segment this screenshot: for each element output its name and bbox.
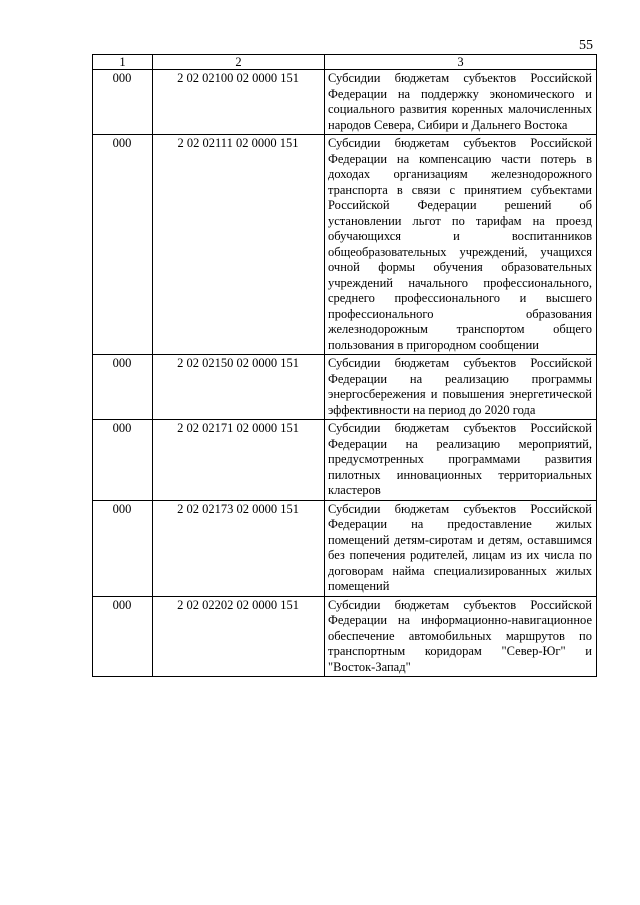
table-row (93, 135, 597, 355)
table-header-row (93, 55, 597, 70)
table-row (93, 596, 597, 677)
income-code-cell: 2 02 02171 02 0000 151 (153, 420, 325, 501)
admin-code-cell: 000 (93, 596, 153, 677)
description-cell: Субсидии бюджетам субъектов Российской Федерации на информационно-навигационное обеспечение автомобильных маршрутов по транспортным коридорам "Север-Юг" и "Восток-Запад" (325, 596, 597, 677)
admin-code-cell: 000 (93, 500, 153, 596)
page-number: 55 (579, 38, 593, 53)
admin-code-cell: 000 (93, 70, 153, 135)
table-row (93, 420, 597, 501)
income-code-cell: 2 02 02202 02 0000 151 (153, 596, 325, 677)
income-code-cell: 2 02 02173 02 0000 151 (153, 500, 325, 596)
description-cell: Субсидии бюджетам субъектов Российской Федерации на предоставление жилых помещений детям-сиротам и детям, оставшимся без попечения родителей, лицам из их числа по договорам найма специализированных жилых помещений (325, 500, 597, 596)
description-cell: Субсидии бюджетам субъектов Российской Федерации на компенсацию части потерь в доходах организациям железнодорожного транспорта в связи с принятием субъектами Российской Федерации решений об установлении льгот по тарифам на проезд обучающихся и воспитанников общеобразовательных учреждений, учащихся очной формы обучения образовательных учреждений начального профессионального, среднего профессионального и высшего профессионального образования железнодорожным транспортом общего пользования в пригородном сообщении (325, 135, 597, 355)
table-row (93, 500, 597, 596)
description-cell: Субсидии бюджетам субъектов Российской Федерации на реализацию программы энергосбережения и повышения энергетической эффективности на период до 2020 года (325, 355, 597, 420)
income-code-cell: 2 02 02100 02 0000 151 (153, 70, 325, 135)
column-header-2: 2 (153, 55, 325, 70)
description-cell: Субсидии бюджетам субъектов Российской Федерации на поддержку экономического и социального развития коренных малочисленных народов Севера, Сибири и Дальнего Востока (325, 70, 597, 135)
admin-code-cell: 000 (93, 135, 153, 355)
admin-code-cell: 000 (93, 355, 153, 420)
description-cell: Субсидии бюджетам субъектов Российской Федерации на реализацию мероприятий, предусмотренных программами развития пилотных инновационных территориальных кластеров (325, 420, 597, 501)
table-row (93, 355, 597, 420)
column-header-1: 1 (93, 55, 153, 70)
income-code-cell: 2 02 02150 02 0000 151 (153, 355, 325, 420)
budget-classification-table (92, 54, 597, 677)
table-row (93, 70, 597, 135)
income-code-cell: 2 02 02111 02 0000 151 (153, 135, 325, 355)
admin-code-cell: 000 (93, 420, 153, 501)
column-header-3: 3 (325, 55, 597, 70)
